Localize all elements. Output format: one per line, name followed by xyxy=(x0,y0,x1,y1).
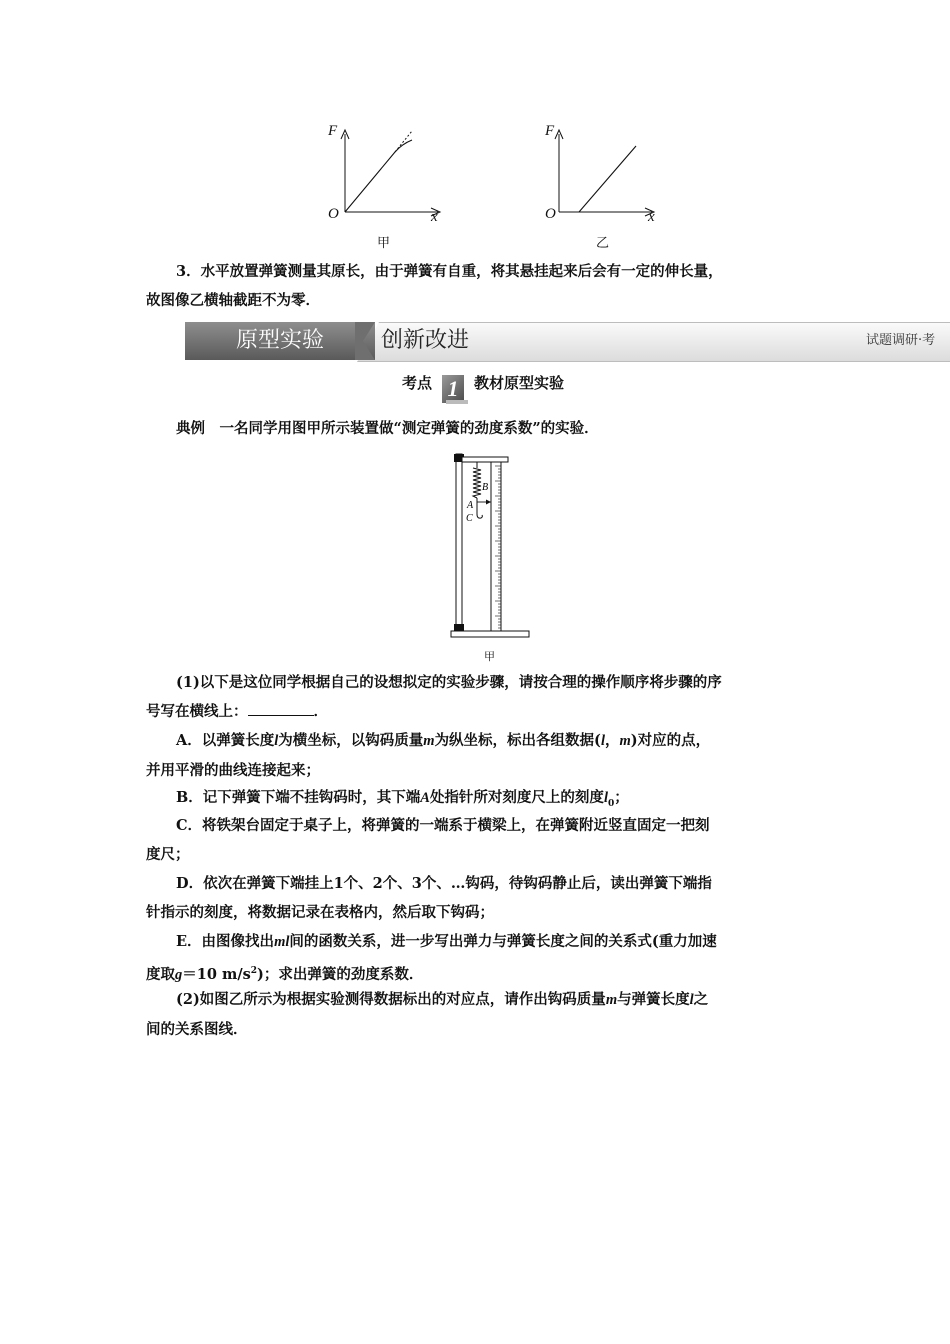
question-1-intro-b: 号写在横线上： xyxy=(146,703,248,720)
step-a-text-3: 为纵坐标，标出各组数据( xyxy=(434,732,601,749)
question-1-intro-a: (1)以下是这位同学根据自己的设想拟定的实验步骤，请按合理的操作顺序将步骤的序 xyxy=(176,674,722,691)
apparatus-label-b: B xyxy=(482,482,489,493)
question-2-text-3: 之 xyxy=(693,991,709,1008)
graph-left-axes xyxy=(341,130,440,216)
graph-right-axes xyxy=(555,130,654,216)
example-statement xyxy=(146,414,810,443)
step-a-text-4: ， xyxy=(604,732,620,749)
apparatus-stand-pole xyxy=(456,454,462,631)
banner-side-label: 试题调研·考 xyxy=(866,333,936,348)
graph-left-curve xyxy=(345,140,412,212)
kaodian-title: 教材原型实验 xyxy=(474,374,565,392)
apparatus-base xyxy=(451,631,529,637)
apparatus-bottom-clamp xyxy=(454,624,464,631)
step-e xyxy=(146,927,810,990)
example-text: 一名同学用图甲所示装置做“测定弹簧的劲度系数”的实验． xyxy=(219,420,599,437)
step-d-line2: 针指示的刻度，将数据记录在表格内，然后取下钩码； xyxy=(146,904,494,921)
step-c-line1: C．将铁架台固定于桌子上，将弹簧的一端系于横梁上，在弹簧附近竖直固定一把刻 xyxy=(176,817,710,834)
apparatus-label-c: C xyxy=(466,513,473,524)
graph-right-line xyxy=(579,146,636,212)
question-2-text-1: (2)如图乙所示为根据实验测得数据标出的对应点，请作出钩码质量 xyxy=(176,991,606,1008)
graph-right-x-label: x xyxy=(648,209,655,225)
graph-right-caption: 乙 xyxy=(596,236,610,251)
banner-left-title: 原型实验 xyxy=(235,328,324,353)
step-a-line2: 并用平滑的曲线连接起来； xyxy=(146,762,320,779)
step-a-text-2: 为横坐标，以钩码质量 xyxy=(278,732,424,749)
example-label: 典例 xyxy=(176,420,205,437)
graph-right-origin: O xyxy=(545,206,556,222)
note-3-line1: 3．水平放置弹簧测量其原长，由于弹簧有自重，将其悬挂起来后会有一定的伸长量， xyxy=(176,263,723,280)
question-2 xyxy=(146,985,810,1044)
question-2-var-m: m xyxy=(605,992,618,1008)
step-a-var-l2: l xyxy=(600,733,605,749)
banner-right-title: 创新改进 xyxy=(381,328,470,353)
apparatus-spring xyxy=(473,468,481,498)
graph-right-y-label: F xyxy=(545,123,555,139)
step-e-text-2: 间的函数关系，进一步写出弹力与弹簧长度之间的关系式(重力加速 xyxy=(289,933,717,950)
question-2-line2: 间的关系图线． xyxy=(146,1021,248,1038)
graph-left-caption: 甲 xyxy=(377,236,391,251)
step-a-text-1: A．以弹簧长度 xyxy=(176,732,275,749)
apparatus-caption: 甲 xyxy=(484,650,495,663)
step-e-superscript: 2 xyxy=(250,966,258,976)
step-e-text-1: E．由图像找出 xyxy=(176,933,275,950)
apparatus-hook xyxy=(477,508,482,518)
step-a xyxy=(146,726,810,785)
kaodian-number-badge xyxy=(442,375,464,403)
graph-left-y-label: F xyxy=(328,123,338,139)
banner-dark-panel xyxy=(185,322,375,360)
section-banner xyxy=(185,320,950,362)
kaodian-prefix: 考点 xyxy=(402,374,433,392)
step-e-var-g: g xyxy=(175,966,183,983)
answer-blank[interactable] xyxy=(248,701,314,716)
step-c-line2: 度尺； xyxy=(146,846,190,863)
apparatus-crossbar xyxy=(462,457,508,462)
kaodian-heading xyxy=(402,372,564,408)
step-a-var-m2: m xyxy=(619,733,631,749)
graph-left-origin: O xyxy=(328,206,339,222)
step-b-text-1: B．记下弹簧下端不挂钩码时，其下端 xyxy=(176,789,421,806)
step-d xyxy=(146,869,810,927)
step-e-text-4: ＝10 m/s xyxy=(182,965,251,983)
graph-left-x-label: x xyxy=(431,209,438,225)
apparatus-figure xyxy=(440,446,540,646)
step-b-var-l: l xyxy=(603,790,608,806)
step-e-text-3: 度取 xyxy=(146,965,175,983)
step-e-text-5: )；求出弹簧的劲度系数． xyxy=(257,965,424,983)
step-b-text-3: ； xyxy=(614,789,629,806)
step-b-subscript: 0 xyxy=(607,798,615,809)
step-a-text-5: )对应的点， xyxy=(630,732,711,749)
step-a-var-m: m xyxy=(423,733,435,749)
apparatus-ruler xyxy=(491,462,501,631)
step-b-text-2: 处指针所对刻度尺上的刻度 xyxy=(429,789,604,806)
apparatus-label-a: A xyxy=(467,500,474,511)
question-2-text-2: 与弹簧长度 xyxy=(617,991,690,1008)
step-a-var-l: l xyxy=(274,733,279,749)
note-3-line2: 故图像乙横轴截距不为零． xyxy=(146,292,320,309)
question-1-intro-end: ． xyxy=(313,703,328,720)
apparatus-pointer-arrow xyxy=(486,500,491,505)
step-e-var-ml: ml xyxy=(274,934,290,950)
step-c xyxy=(146,811,810,869)
step-d-line1: D．依次在弹簧下端挂上1个、2个、3个、…钩码，待钩码静止后，读出弹簧下端指 xyxy=(176,875,712,892)
kaodian-number: 1 xyxy=(447,376,459,401)
question-1 xyxy=(146,668,810,726)
question-2-var-l: l xyxy=(689,992,694,1008)
note-3 xyxy=(146,257,810,315)
step-b-var-a: A xyxy=(420,790,430,806)
